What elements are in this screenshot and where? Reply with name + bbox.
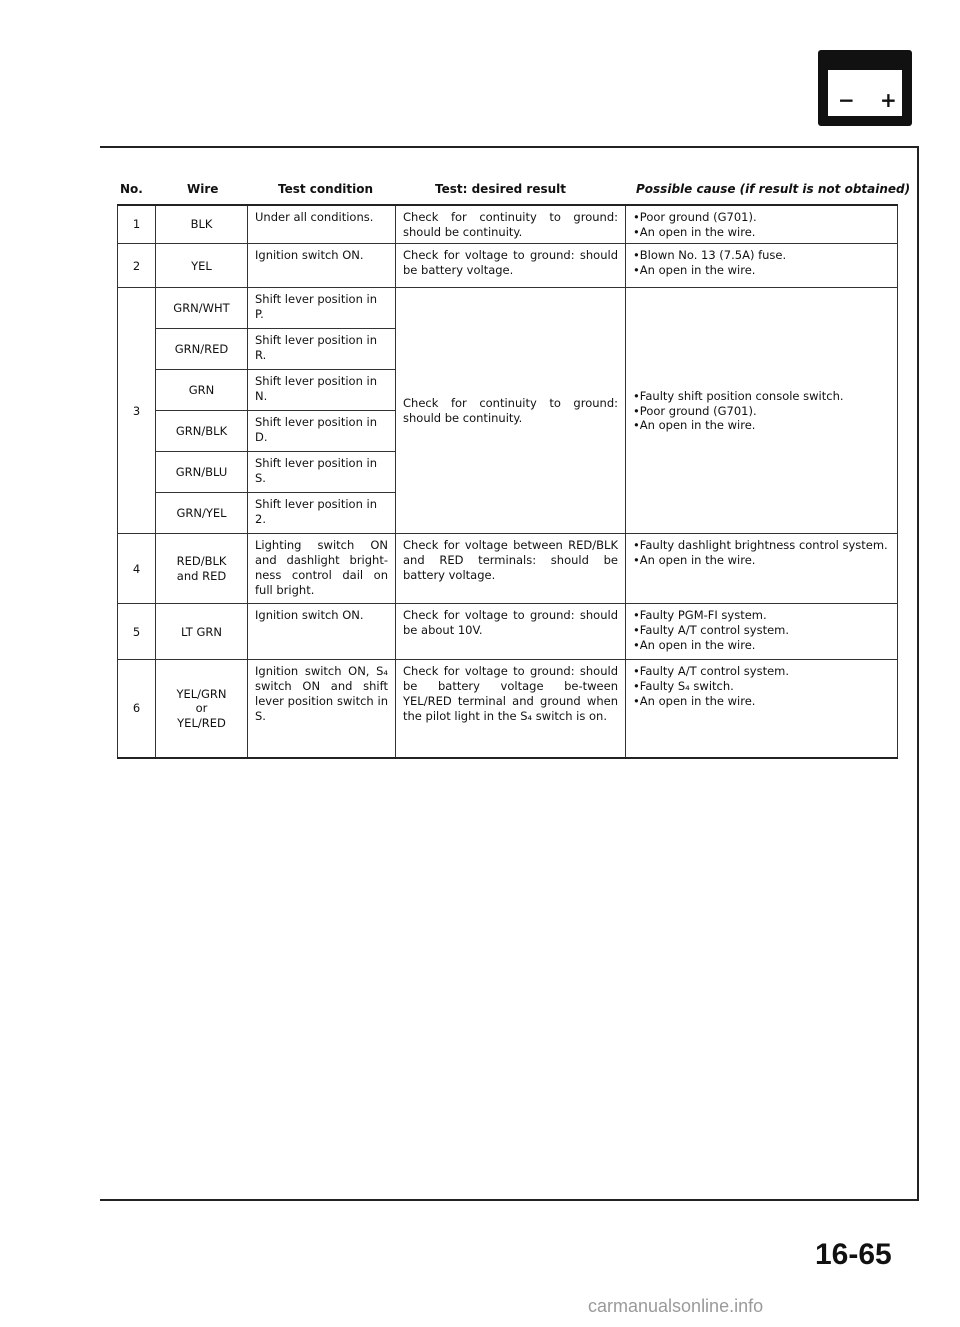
cause-item: • Faulty dashlight brightness control system. [633,538,890,553]
row-number: 5 [118,604,156,660]
wire-color: GRN [156,370,248,411]
table-row [118,288,898,329]
cause-item: • An open in the wire. [633,694,890,709]
cause-item: • Faulty S₄ switch. [633,679,890,694]
possible-causes [626,205,898,244]
wire-color-line: and RED [176,568,227,583]
row-number: 4 [118,534,156,604]
header-test-condition: Test condition [278,182,374,196]
desired-result: Check for continuity to ground: should be continuity. [396,288,626,534]
table-row [118,604,898,660]
cause-item: • An open in the wire. [633,263,890,278]
cause-item: • Faulty PGM-FI system. [633,608,890,623]
diagnosis-table [117,204,898,759]
test-condition: Under all conditions. [248,205,396,244]
test-condition: Shift lever position in S. [248,452,396,493]
wire-color: GRN/WHT [156,288,248,329]
wire-color: GRN/BLU [156,452,248,493]
test-condition: Shift lever position in D. [248,411,396,452]
cause-item: • An open in the wire. [633,418,890,433]
battery-terminal-negative [836,62,846,70]
possible-causes [626,604,898,660]
cause-item: • Faulty shift position console switch. [633,389,890,404]
page-frame-right [917,146,919,1201]
possible-causes [626,244,898,288]
desired-result: Check for voltage to ground: should be about 10V. [396,604,626,660]
header-desired-result: Test: desired result [435,182,566,196]
wire-color-line: YEL/GRN [176,686,227,701]
desired-result: Check for voltage to ground: should be battery voltage be-tween YEL/RED terminal and ground when the pilot light in the S₄ switch is on. [396,660,626,758]
test-condition: Shift lever position in 2. [248,493,396,534]
wire-color-line: or [195,701,208,716]
wire-color [156,534,248,604]
watermark: carmanualsonline.info [588,1296,764,1316]
battery-body [828,70,902,116]
cause-item: • Faulty A/T control system. [633,623,890,638]
wire-color [156,660,248,758]
table-row [118,205,898,244]
page-number: 16-65 [815,1238,892,1271]
wire-color-line: YEL/RED [177,716,226,731]
cause-item: • Poor ground (G701). [633,210,890,225]
desired-result: Check for voltage between RED/BLK and RED terminals: should be battery voltage. [396,534,626,604]
wire-color-line: RED/BLK [176,554,227,569]
cause-item: • An open in the wire. [633,553,890,568]
minus-sign: − [838,88,855,112]
test-condition: Lighting switch ON and dashlight bright-ness control dail on full bright. [248,534,396,604]
test-condition: Shift lever position in P. [248,288,396,329]
page-frame-top [100,146,919,148]
wire-color: LT GRN [156,604,248,660]
cause-item: • An open in the wire. [633,225,890,240]
table-row [118,534,898,604]
header-no: No. [120,182,143,196]
wire-color: BLK [156,205,248,244]
cause-item: • Faulty A/T control system. [633,664,890,679]
test-condition: Ignition switch ON. [248,244,396,288]
battery-icon [818,50,912,126]
row-number: 3 [118,288,156,534]
battery-terminal-positive [884,62,894,70]
wire-color: YEL [156,244,248,288]
page-frame-bottom [100,1199,919,1201]
test-condition: Shift lever position in N. [248,370,396,411]
header-wire: Wire [187,182,219,196]
cause-item: • An open in the wire. [633,638,890,653]
plus-sign: + [880,88,897,112]
desired-result: Check for continuity to ground: should be continuity. [396,205,626,244]
wire-color: GRN/YEL [156,493,248,534]
possible-causes [626,660,898,758]
header-possible-cause: Possible cause (if result is not obtained) [636,182,911,196]
row-number: 2 [118,244,156,288]
cause-item: • Poor ground (G701). [633,404,890,419]
possible-causes [626,288,898,534]
cause-item: • Blown No. 13 (7.5A) fuse. [633,248,890,263]
wire-color: GRN/RED [156,329,248,370]
wire-color: GRN/BLK [156,411,248,452]
possible-causes [626,534,898,604]
row-number: 6 [118,660,156,758]
test-condition: Ignition switch ON. [248,604,396,660]
test-condition: Shift lever position in R. [248,329,396,370]
table-row [118,660,898,758]
row-number: 1 [118,205,156,244]
test-condition: Ignition switch ON, S₄ switch ON and shift lever position switch in S. [248,660,396,758]
desired-result: Check for voltage to ground: should be battery voltage. [396,244,626,288]
table-row [118,244,898,288]
